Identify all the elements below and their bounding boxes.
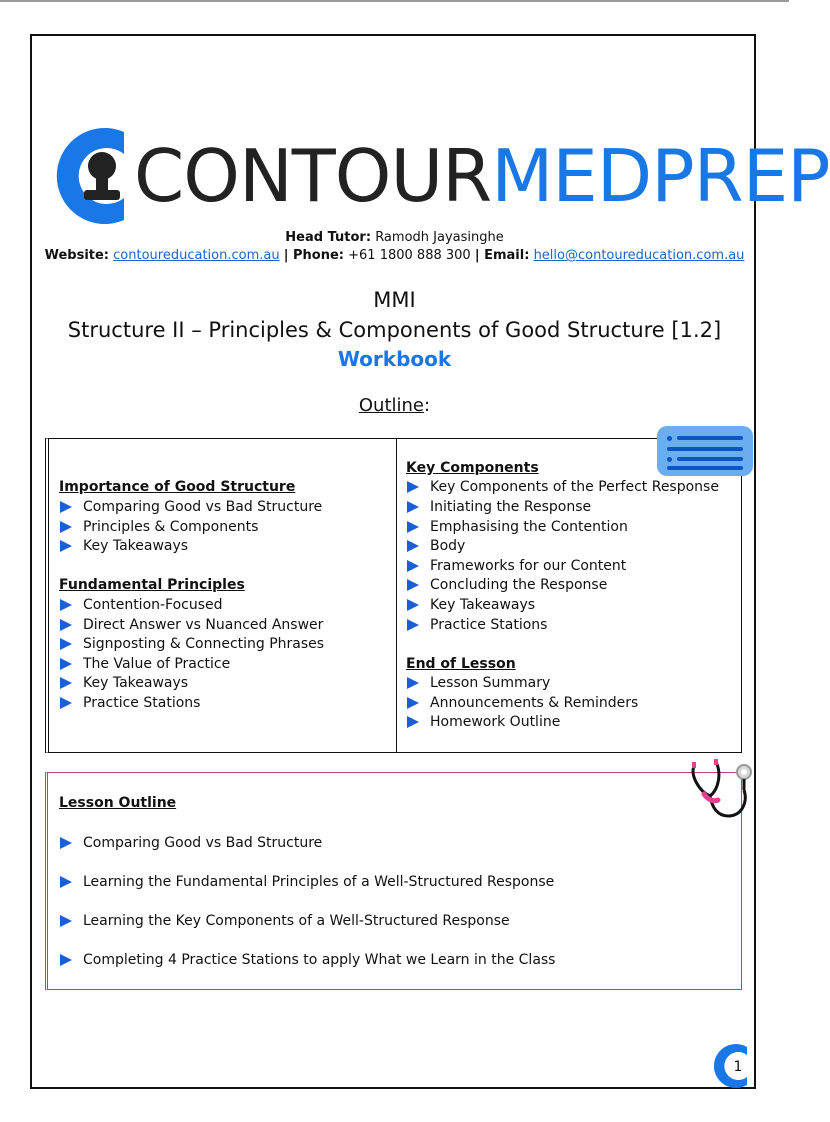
outline-item: Direct Answer vs Nuanced Answer (83, 617, 324, 633)
outline-item: Key Takeaways (430, 597, 536, 613)
lesson-item: Completing 4 Practice Stations to apply What we Learn in the Class (83, 952, 556, 968)
arrow-icon (60, 540, 72, 552)
arrow-icon (407, 560, 419, 572)
document-title: Structure II – Principles & Components of Good Structure [1.2] (67, 318, 722, 342)
arrow-icon (60, 954, 72, 966)
head-tutor-label: Head Tutor: (285, 230, 372, 245)
head-tutor-name: Ramodh Jayasinghe (375, 230, 504, 245)
stethoscope-icon (688, 756, 752, 820)
email-link[interactable]: hello@contoureducation.com.au (533, 248, 745, 263)
email-label: | Email: (474, 248, 530, 263)
arrow-icon (60, 677, 72, 689)
outline-item: Body (430, 538, 466, 554)
outline-item: Emphasising the Contention (430, 519, 628, 535)
arrow-icon (60, 697, 72, 709)
logo-wordmark (134, 132, 830, 220)
section-heading-importance: Importance of Good Structure (59, 479, 296, 495)
top-rule (0, 0, 789, 2)
arrow-icon (407, 697, 419, 709)
outline-item: Concluding the Response (430, 577, 608, 593)
arrow-icon (60, 638, 72, 650)
list-icon (657, 426, 753, 476)
logo-medprep: MEDPREP (491, 134, 830, 218)
website-label: Website: (44, 248, 110, 263)
section-heading-key-components: Key Components (406, 460, 539, 476)
list-line (667, 466, 743, 470)
arrow-icon (407, 579, 419, 591)
arrow-icon (407, 599, 419, 611)
lesson-item: Learning the Fundamental Principles of a Well-Structured Response (83, 874, 555, 890)
page-number: 1 (733, 1059, 743, 1075)
list-dot (667, 457, 672, 462)
arrow-icon (407, 501, 419, 513)
section-heading-fundamental: Fundamental Principles (59, 577, 245, 593)
arrow-icon (407, 716, 419, 728)
outline-divider (396, 439, 397, 752)
outline-item: Homework Outline (430, 714, 561, 730)
section-heading-end-of-lesson: End of Lesson (406, 656, 516, 672)
outline-item: Comparing Good vs Bad Structure (83, 499, 323, 515)
list-line (677, 457, 743, 461)
arrow-icon (407, 540, 419, 552)
outline-item: Principles & Components (83, 519, 259, 535)
arrow-icon (60, 599, 72, 611)
arrow-icon (60, 915, 72, 927)
outline-item: Key Components of the Perfect Response (430, 479, 719, 495)
arrow-icon (407, 677, 419, 689)
lesson-outline-box (45, 772, 742, 990)
outline-item: Key Takeaways (83, 675, 189, 691)
phone-number: +61 1800 888 300 (348, 248, 471, 263)
arrow-icon (60, 619, 72, 631)
list-line (677, 436, 743, 440)
arrow-icon (407, 481, 419, 493)
list-line (667, 447, 743, 451)
outline-item: Contention-Focused (83, 597, 223, 613)
head-tutor-line (0, 230, 789, 246)
outline-heading (0, 394, 789, 418)
arrow-icon (60, 501, 72, 513)
contact-line (0, 248, 789, 264)
list-dot (667, 436, 672, 441)
contour-medprep-logo (44, 124, 830, 228)
outline-heading-colon: : (424, 395, 431, 416)
outline-item: Practice Stations (430, 617, 548, 633)
outline-table (45, 438, 742, 753)
outline-item: Lesson Summary (430, 675, 551, 691)
subject: MMI (373, 288, 416, 312)
lesson-item: Learning the Key Components of a Well-Structured Response (83, 913, 510, 929)
website-link[interactable]: contoureducation.com.au (113, 248, 280, 263)
outline-item: Announcements & Reminders (430, 695, 639, 711)
workbook-label: Workbook (337, 347, 452, 371)
logo-c-mark (44, 124, 140, 228)
logo-contour: CONTOUR (134, 134, 492, 218)
outline-heading-text: Outline (358, 395, 425, 416)
arrow-icon (60, 876, 72, 888)
arrow-icon (407, 521, 419, 533)
outline-item: Signposting & Connecting Phrases (83, 636, 325, 652)
lesson-item: Comparing Good vs Bad Structure (83, 835, 323, 851)
outline-item: Practice Stations (83, 695, 201, 711)
outline-item: The Value of Practice (83, 656, 231, 672)
outline-item: Initiating the Response (430, 499, 592, 515)
outline-item: Key Takeaways (83, 538, 189, 554)
phone-label: | Phone: (283, 248, 344, 263)
lesson-outline-heading: Lesson Outline (59, 795, 177, 811)
arrow-icon (60, 521, 72, 533)
arrow-icon (60, 837, 72, 849)
arrow-icon (60, 658, 72, 670)
arrow-icon (407, 619, 419, 631)
outline-item: Frameworks for our Content (430, 558, 627, 574)
